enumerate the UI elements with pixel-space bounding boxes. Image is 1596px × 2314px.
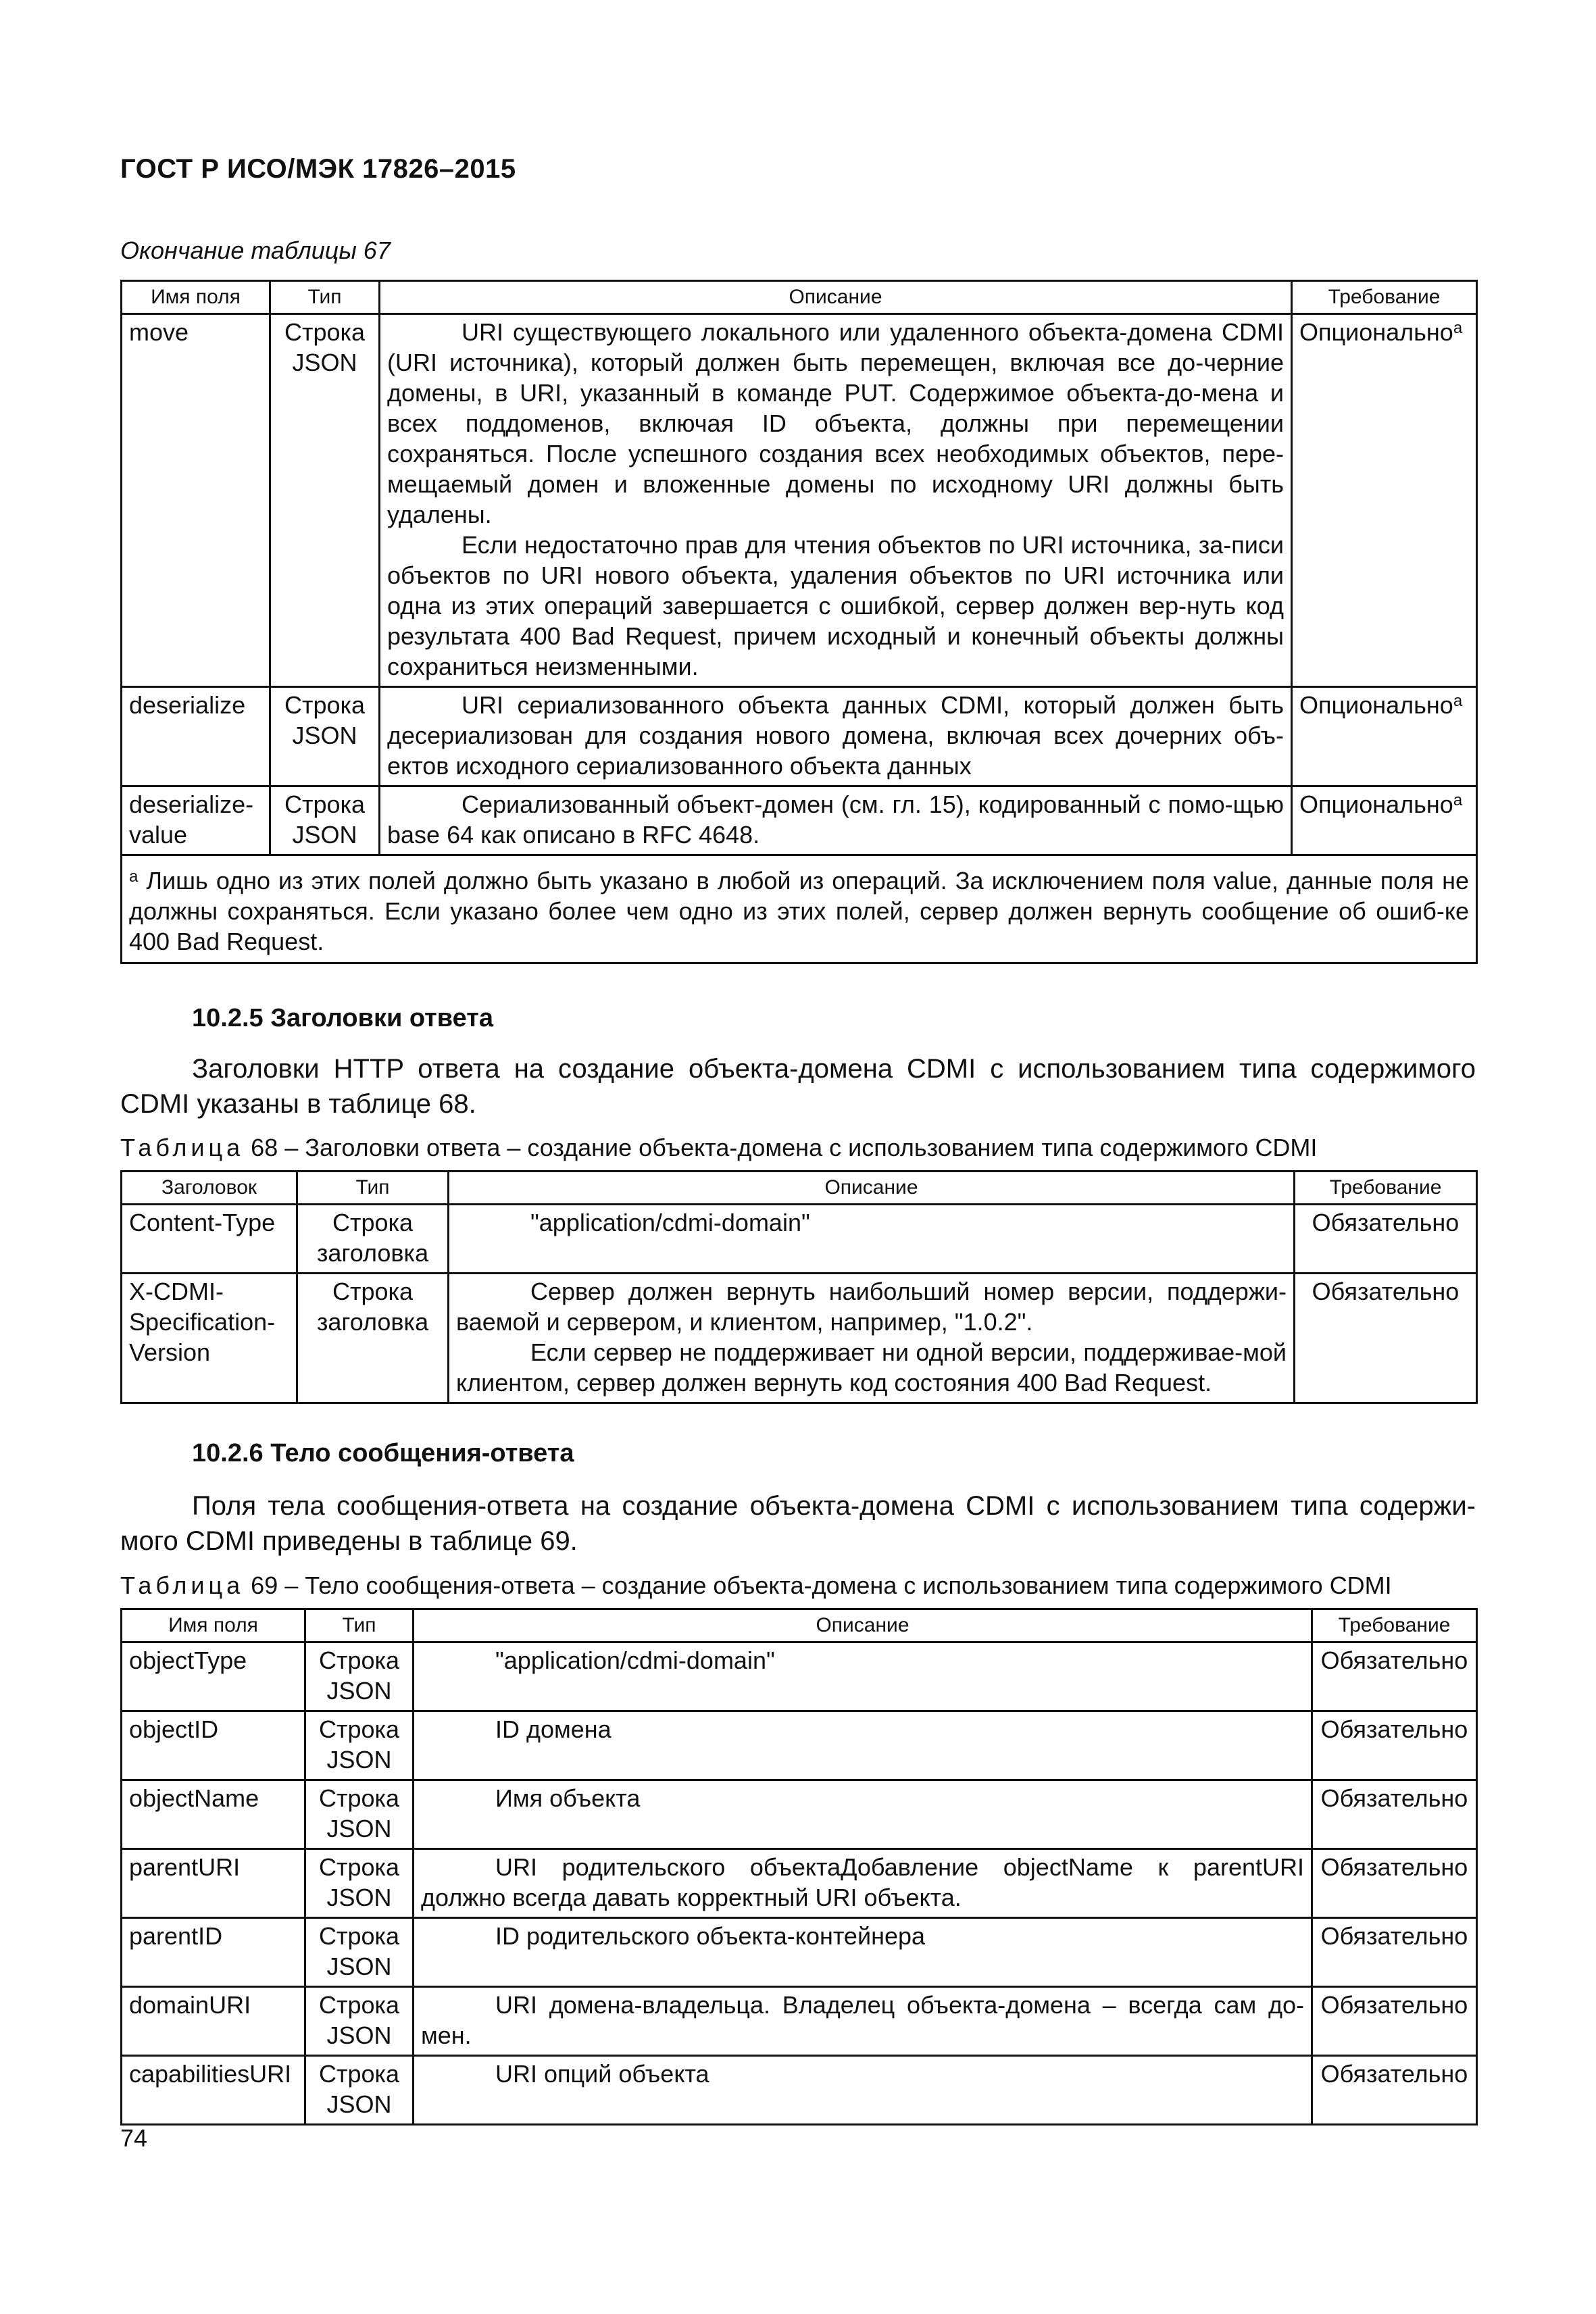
column-header: Заголовок: [122, 1172, 297, 1205]
field-description: URI опций объекта: [414, 2056, 1312, 2125]
field-description: URI существующего локального или удаленного объекта-домена CDMI (URI источника), который должен быть перемещен, включая все до-черние домены, в URI, указанный в команде PUT. Содержимое объекта-до-мена и всех поддоменов, включая ID объекта, должны при перемещении сохраняться. После успешного создания всех необходимых объектов, пере-мещаемый домен и вложенные домены по исходному URI должны быть удалены. Если недостаточно прав для чтения объектов по URI источника, за-писи объектов по URI нового объекта, удаления объектов по URI источника или одна из этих операций завершается с ошибкой, сервер должен вер-нуть код результата 400 Bad Request, причем исходный и конечный объекты должны сохраниться неизменными.: [380, 314, 1292, 687]
table-row: [122, 1780, 1477, 1849]
table-row: [122, 314, 1477, 687]
field-name: objectID: [122, 1711, 305, 1780]
field-name: deserialize-value: [122, 786, 270, 855]
field-requirement: Обязательно: [1295, 1205, 1477, 1274]
field-name: move: [122, 314, 270, 687]
field-requirement: Обязательно: [1312, 1987, 1477, 2056]
field-requirement: Обязательно: [1312, 1780, 1477, 1849]
table-row: [122, 1918, 1477, 1987]
column-header: Тип: [305, 1609, 414, 1642]
field-type: Строка JSON: [305, 1918, 414, 1987]
column-header: Имя поля: [122, 1609, 305, 1642]
table-68-caption: Таблица 68 – Заголовки ответа – создание объекта-домена с использованием типа содержимого CDMI: [120, 1134, 1318, 1161]
table-header-row: [122, 1609, 1477, 1642]
field-name: parentURI: [122, 1849, 305, 1918]
field-type: Строка JSON: [305, 1780, 414, 1849]
field-type: Строка JSON: [305, 1642, 414, 1711]
field-name: X-CDMI-Specification-Version: [122, 1274, 297, 1403]
column-header: Требование: [1292, 281, 1477, 314]
field-requirement: Опционально$^a$: [1292, 786, 1477, 855]
table-row: [122, 1987, 1477, 2056]
section-heading-10-2-6: 10.2.6 Тело сообщения-ответа: [192, 1439, 574, 1467]
table-67: [120, 280, 1478, 964]
table-header-row: [122, 281, 1477, 314]
table-row: [122, 1711, 1477, 1780]
field-type: Строка заголовка: [297, 1205, 449, 1274]
field-requirement: Обязательно: [1295, 1274, 1477, 1403]
table-row: [122, 1205, 1477, 1274]
field-requirement: Обязательно: [1312, 2056, 1477, 2125]
column-header: Описание: [414, 1609, 1312, 1642]
field-type: Строка заголовка: [297, 1274, 449, 1403]
field-description: Имя объекта: [414, 1780, 1312, 1849]
field-type: Строка JSON: [305, 2056, 414, 2125]
section-paragraph: Заголовки HTTP ответа на создание объекта-домена CDMI с использованием типа содержимого CDMI указаны в таблице 68.: [120, 1054, 1476, 1119]
column-header: Тип: [297, 1172, 449, 1205]
field-description: Сериализованный объект-домен (см. гл. 15), кодированный с помо-щью base 64 как описано в RFC 4648.: [380, 786, 1292, 855]
field-name: domainURI: [122, 1987, 305, 2056]
field-description: "application/cdmi-domain": [449, 1205, 1295, 1274]
column-header: Тип: [270, 281, 380, 314]
table-row: [122, 1274, 1477, 1403]
field-description: URI сериализованного объекта данных CDMI, который должен быть десериализован для создания нового домена, включая всех дочерних объ-ектов исходного сериализованного объекта данных: [380, 687, 1292, 786]
field-description: Сервер должен вернуть наибольший номер версии, поддержи-ваемой и сервером, и клиентом, например, "1.0.2". Если сервер не поддерживает ни одной версии, поддерживае-мой клиентом, сервер должен вернуть код состояния 400 Bad Request.: [449, 1274, 1295, 1403]
table-row: [122, 687, 1477, 786]
table-header-row: [122, 1172, 1477, 1205]
field-type: Строка JSON: [305, 1849, 414, 1918]
field-requirement: Обязательно: [1312, 1711, 1477, 1780]
column-header: Описание: [449, 1172, 1295, 1205]
table-row: [122, 1849, 1477, 1918]
section-paragraph: Поля тела сообщения-ответа на создание объекта-домена CDMI с использованием типа содержи-мого CDMI приведены в таблице 69.: [120, 1491, 1476, 1556]
field-name: capabilitiesURI: [122, 2056, 305, 2125]
field-type: Строка JSON: [270, 786, 380, 855]
field-name: Content-Type: [122, 1205, 297, 1274]
column-header: Описание: [380, 281, 1292, 314]
field-description: URI родительского объектаДобавление objectName к parentURI должно всегда давать корректный URI объекта.: [414, 1849, 1312, 1918]
field-name: parentID: [122, 1918, 305, 1987]
field-type: Строка JSON: [305, 1711, 414, 1780]
table-row: [122, 786, 1477, 855]
field-description: ID родительского объекта-контейнера: [414, 1918, 1312, 1987]
table-69: [120, 1608, 1478, 2126]
field-description: ID домена: [414, 1711, 1312, 1780]
table-69-caption: Таблица 69 – Тело сообщения-ответа – создание объекта-домена с использованием типа содержимого CDMI: [120, 1571, 1392, 1599]
field-type: Строка JSON: [305, 1987, 414, 2056]
field-description: "application/cdmi-domain": [414, 1642, 1312, 1711]
section-heading-10-2-5: 10.2.5 Заголовки ответа: [192, 1004, 493, 1032]
table-footnote-row: [122, 855, 1477, 963]
table-footnote: $^a$ Лишь одно из этих полей должно быть указано в любой из операций. За исключением поля value, данные поля не должны сохраняться. Если указано более чем одно из этих полей, сервер должен вернуть сообщение об ошиб-ке 400 Bad Request.: [122, 855, 1477, 963]
column-header: Имя поля: [122, 281, 270, 314]
field-name: deserialize: [122, 687, 270, 786]
field-requirement: Опционально$^a$: [1292, 687, 1477, 786]
column-header: Требование: [1295, 1172, 1477, 1205]
field-type: Строка JSON: [270, 687, 380, 786]
column-header: Требование: [1312, 1609, 1477, 1642]
field-name: objectName: [122, 1780, 305, 1849]
page-number: 74: [120, 2124, 148, 2152]
document-header: ГОСТ Р ИСО/МЭК 17826–2015: [120, 154, 516, 184]
field-requirement: Обязательно: [1312, 1849, 1477, 1918]
field-requirement: Обязательно: [1312, 1642, 1477, 1711]
field-description: URI домена-владельца. Владелец объекта-домена – всегда сам до-мен.: [414, 1987, 1312, 2056]
table-continuation-caption: Окончание таблицы 67: [120, 236, 391, 264]
table-row: [122, 1642, 1477, 1711]
field-name: objectType: [122, 1642, 305, 1711]
field-requirement: Опционально$^a$: [1292, 314, 1477, 687]
table-68: [120, 1170, 1478, 1404]
table-row: [122, 2056, 1477, 2125]
field-type: Строка JSON: [270, 314, 380, 687]
field-requirement: Обязательно: [1312, 1918, 1477, 1987]
